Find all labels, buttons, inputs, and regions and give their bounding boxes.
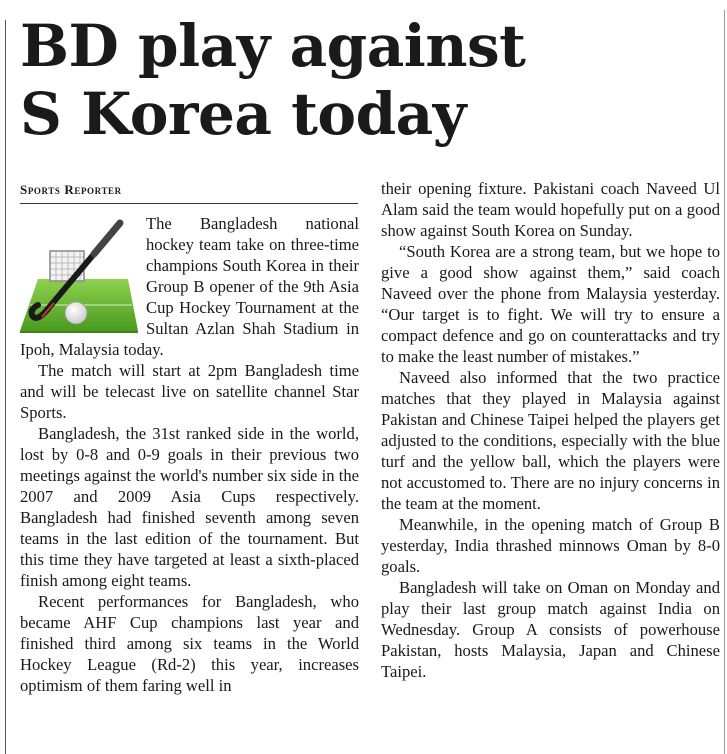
column-rule-left bbox=[5, 20, 6, 754]
byline-divider bbox=[20, 203, 358, 204]
paragraph-5: their opening fixture. Pakistani coach Naveed Ul Alam said the team would hopefully put on a good show against South Korea on Sunday. bbox=[381, 179, 720, 240]
headline-line-2: S Korea today bbox=[20, 80, 466, 148]
paragraph-9: Bangladesh will take on Oman on Monday and play their last group match against India on Wednesday. Group A consists of powerhouse Pakistan, hosts Malaysia, Japan and Chinese Taipei. bbox=[381, 578, 720, 681]
paragraph-7: Naveed also informed that the two practice matches that they played in Malaysia against Pakistan and Chinese Taipei helped the players get adjusted to the conditions, especially with the blue turf and the yellow ball, which the players were not accustomed to. There are no injury concerns in the team at the moment. bbox=[381, 368, 720, 513]
paragraph-1: The Bangladesh national hockey team take on three-time champions South Korea in their Group B opener of the 9th Asia Cup Hockey Tournament at the Sultan Azlan Shah Stadium in Ipoh, Malaysia today. bbox=[20, 214, 359, 359]
headline-line-1: BD play against bbox=[20, 12, 526, 80]
headline bbox=[20, 12, 720, 148]
article-column-right bbox=[381, 178, 720, 682]
hockey-stick-ball-icon bbox=[20, 219, 138, 333]
article-column-left bbox=[20, 213, 359, 696]
hockey-illustration bbox=[20, 219, 138, 333]
paragraph-6: “South Korea are a strong team, but we hope to give a good show against them,” said coach Naveed over the phone from Malaysia yesterday. “Our target is to fight. We will try to ensure a compact defence and go on counterattacks and try to make the least number of mistakes.” bbox=[381, 242, 720, 366]
paragraph-4: Recent performances for Bangladesh, who became AHF Cup champions last year and finished third among six teams in the World Hockey League (Rd-2) this year, increases optimism of them faring well in bbox=[20, 592, 359, 695]
paragraph-3: Bangladesh, the 31st ranked side in the world, lost by 0-8 and 0-9 goals in their previous two meetings against the world's number six side in the 2007 and 2009 Asia Cups respectively. Bangladesh had finished seventh among seven teams in the last edition of the tournament. But this time they have targeted at least a sixth-placed finish among eight teams. bbox=[20, 424, 359, 590]
column-rule-right bbox=[724, 10, 725, 754]
paragraph-8: Meanwhile, in the opening match of Group B yesterday, India thrashed minnows Oman by 8-0 goals. bbox=[381, 515, 720, 576]
paragraph-2: The match will start at 2pm Bangladesh time and will be telecast live on satellite channel Star Sports. bbox=[20, 361, 359, 422]
byline: Sports Reporter bbox=[20, 182, 122, 197]
